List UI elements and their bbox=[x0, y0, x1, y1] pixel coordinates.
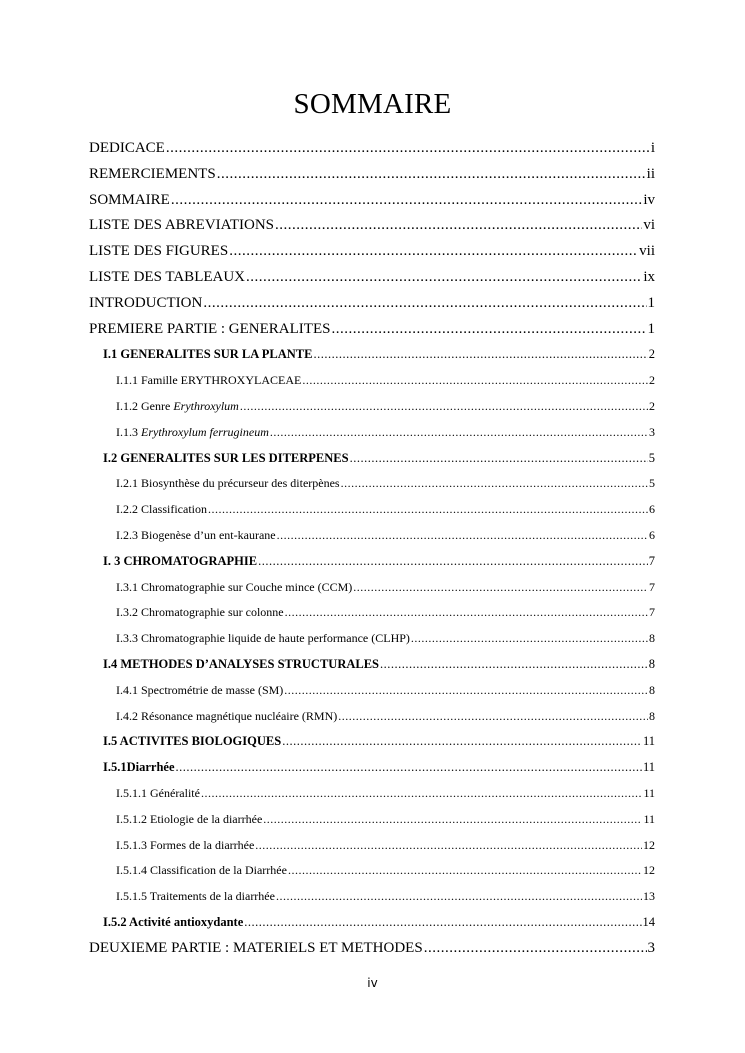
toc-entry-page: vi bbox=[643, 217, 655, 234]
toc-entry[interactable] bbox=[103, 552, 655, 570]
toc-entry-page: 8 bbox=[648, 657, 655, 671]
toc-entry-page: 3 bbox=[649, 424, 655, 439]
toc-entry-page: i bbox=[650, 140, 655, 156]
toc-entry-label: I.5.1Diarrhée bbox=[103, 760, 175, 775]
toc-dot-leader bbox=[341, 474, 648, 492]
toc-entry-label: I.5.1.4 Classification de la Diarrhée bbox=[116, 863, 287, 878]
toc-dot-leader bbox=[313, 345, 647, 363]
toc-entry-label: I. 3 CHROMATOGRAPHIE bbox=[103, 553, 258, 568]
toc-entry-label: I.5 ACTIVITES BIOLOGIQUES bbox=[103, 734, 282, 749]
toc-dot-leader bbox=[276, 887, 642, 905]
toc-entry[interactable] bbox=[116, 397, 655, 415]
toc-entry-page: 13 bbox=[643, 889, 655, 904]
toc-entry-label: I.2 GENERALITES SUR LES DITERPENES bbox=[103, 450, 349, 465]
page-title: SOMMAIRE bbox=[293, 88, 452, 120]
toc-entry[interactable] bbox=[116, 784, 655, 802]
toc-dot-leader bbox=[270, 423, 648, 441]
toc-entry[interactable] bbox=[103, 655, 655, 673]
toc-entry-label: DEDICACE bbox=[89, 140, 165, 156]
toc-entry-label: I.3.3 Chromatographie liquide de haute performance (CLHP) bbox=[116, 631, 410, 646]
toc-entry-page: 3 bbox=[647, 939, 655, 956]
toc-dot-leader bbox=[302, 371, 648, 389]
toc-entry[interactable] bbox=[116, 526, 655, 544]
toc-entry[interactable] bbox=[116, 603, 655, 621]
toc-entry[interactable] bbox=[116, 887, 655, 905]
toc-dot-leader bbox=[229, 242, 638, 260]
toc-entry-page: 7 bbox=[649, 605, 655, 620]
toc-entry-label: I.5.1.2 Etiologie de la diarrhée bbox=[116, 811, 263, 826]
toc-entry[interactable] bbox=[116, 836, 655, 854]
toc-entry-page: 1 bbox=[647, 294, 655, 311]
toc-entry-label: I.4 METHODES D’ANALYSES STRUCTURALES bbox=[103, 657, 379, 671]
toc-dot-leader bbox=[284, 681, 648, 699]
toc-entry[interactable] bbox=[116, 423, 655, 441]
toc-entry-page: 5 bbox=[649, 476, 655, 491]
toc-entry-page: 12 bbox=[643, 863, 655, 878]
toc-entry[interactable] bbox=[116, 707, 655, 725]
toc-entry-label: LISTE DES FIGURES bbox=[89, 243, 229, 260]
toc-entry[interactable] bbox=[103, 758, 655, 776]
toc-entry[interactable] bbox=[89, 139, 655, 157]
toc-entry-label: INTRODUCTION bbox=[89, 294, 203, 311]
toc-entry-page: 11 bbox=[643, 811, 655, 826]
toc-entry-label bbox=[116, 423, 269, 441]
toc-entry-page: 11 bbox=[643, 786, 655, 800]
toc-entry[interactable] bbox=[116, 861, 655, 879]
toc-entry-page: 2 bbox=[648, 347, 655, 362]
toc-entry-label: I.3.2 Chromatographie sur colonne bbox=[116, 605, 284, 620]
toc-entry-page: 7 bbox=[648, 553, 655, 568]
toc-entry-label: I.2.3 Biogenèse d’un ent-kaurane bbox=[116, 528, 276, 542]
toc-dot-leader bbox=[240, 397, 648, 415]
toc-dot-leader bbox=[353, 578, 648, 596]
toc-dot-leader bbox=[244, 913, 641, 931]
toc-entry[interactable] bbox=[89, 294, 655, 312]
toc-entry-page: 7 bbox=[649, 579, 655, 594]
toc-entry-page: iv bbox=[643, 191, 655, 208]
toc-entry[interactable] bbox=[89, 268, 655, 286]
toc-entry-label: REMERCIEMENTS bbox=[89, 165, 216, 182]
toc-entry-label-italic: Erythroxylum ferrugineum bbox=[141, 424, 269, 439]
toc-entry-page: 1 bbox=[647, 320, 655, 337]
toc-entry-label-prefix: I.1.2 Genre bbox=[116, 399, 174, 413]
toc-entry[interactable] bbox=[116, 474, 655, 492]
toc-entry[interactable] bbox=[103, 913, 655, 931]
toc-entry[interactable] bbox=[89, 165, 655, 183]
toc-dot-leader bbox=[350, 449, 648, 467]
toc-entry[interactable] bbox=[116, 629, 655, 647]
toc-entry-label: I.4.2 Résonance magnétique nucléaire (RMN) bbox=[116, 708, 338, 723]
toc-entry-page: 6 bbox=[649, 502, 655, 517]
toc-entry-label: PREMIERE PARTIE : GENERALITES bbox=[89, 320, 331, 337]
toc-entry-page: ii bbox=[646, 165, 655, 182]
toc-entry-page: ix bbox=[643, 269, 655, 285]
toc-dot-leader bbox=[217, 165, 646, 183]
toc-dot-leader bbox=[203, 294, 646, 312]
toc-entry[interactable] bbox=[89, 320, 655, 338]
toc-entry-label-italic: Erythroxylum bbox=[173, 399, 239, 413]
toc-entry-page: 8 bbox=[649, 708, 655, 723]
toc-entry-page: 11 bbox=[642, 734, 655, 749]
toc-entry[interactable] bbox=[89, 939, 655, 957]
toc-entry-label: I.5.2 Activité antioxydante bbox=[103, 915, 244, 929]
toc-entry-label: I.5.1.5 Traitements de la diarrhée bbox=[116, 889, 275, 904]
toc-entry[interactable] bbox=[116, 578, 655, 596]
toc-dot-leader bbox=[176, 758, 642, 776]
toc-entry-label: LISTE DES ABREVIATIONS bbox=[89, 217, 275, 234]
toc-entry[interactable] bbox=[103, 732, 655, 750]
toc-dot-leader bbox=[380, 655, 648, 673]
toc-dot-leader bbox=[331, 320, 646, 338]
toc-dot-leader bbox=[411, 629, 648, 647]
toc-entry[interactable] bbox=[116, 371, 655, 389]
toc-entry[interactable] bbox=[116, 810, 655, 828]
toc-entry-label: I.1 GENERALITES SUR LA PLANTE bbox=[103, 347, 313, 362]
toc-entry[interactable] bbox=[89, 191, 655, 209]
toc-entry[interactable] bbox=[89, 216, 655, 234]
toc-dot-leader bbox=[338, 707, 648, 725]
toc-entry-page: 6 bbox=[649, 528, 655, 542]
toc-entry-page: vii bbox=[639, 243, 655, 260]
toc-dot-leader bbox=[285, 603, 648, 621]
toc-entry-label: I.2.2 Classification bbox=[116, 502, 207, 517]
toc-entry-page: 12 bbox=[643, 837, 655, 852]
toc-entry[interactable] bbox=[116, 681, 655, 699]
toc-entry-label: I.4.1 Spectrométrie de masse (SM) bbox=[116, 682, 284, 697]
toc-entry-label: I.5.1.1 Généralité bbox=[116, 786, 200, 800]
toc-entry-label: I.3.1 Chromatographie sur Couche mince (CCM) bbox=[116, 579, 353, 594]
toc-entry-page: 8 bbox=[649, 682, 655, 697]
toc-entry-page: 2 bbox=[649, 373, 655, 388]
toc-entry-label: I.2.1 Biosynthèse du précurseur des diterpènes bbox=[116, 476, 340, 491]
page-number: iv bbox=[367, 976, 378, 990]
toc-dot-leader bbox=[424, 939, 647, 957]
toc-entry-label bbox=[116, 397, 239, 415]
toc-dot-leader bbox=[288, 861, 642, 879]
toc-entry-label: SOMMAIRE bbox=[89, 191, 170, 208]
toc-dot-leader bbox=[208, 500, 648, 518]
toc-dot-leader bbox=[246, 268, 642, 286]
toc-entry-label: LISTE DES TABLEAUX bbox=[89, 269, 246, 285]
toc-dot-leader bbox=[201, 784, 642, 802]
toc-entry[interactable] bbox=[103, 449, 655, 467]
toc-entry-label: I.1.1 Famille ERYTHROXYLACEAE bbox=[116, 373, 302, 388]
toc-entry-label: DEUXIEME PARTIE : MATERIELS ET METHODES bbox=[89, 939, 423, 956]
toc-entry-page: 2 bbox=[649, 399, 655, 413]
toc-entry-page: 14 bbox=[642, 915, 655, 929]
toc-entry-page: 5 bbox=[648, 450, 655, 465]
toc-dot-leader bbox=[171, 191, 642, 209]
toc-entry[interactable] bbox=[89, 242, 655, 260]
toc-dot-leader bbox=[277, 526, 648, 544]
toc-dot-leader bbox=[258, 552, 648, 570]
toc-dot-leader bbox=[166, 139, 650, 157]
toc-dot-leader bbox=[275, 216, 642, 234]
toc-entry[interactable] bbox=[116, 500, 655, 518]
toc-entry-label-prefix: I.1.3 bbox=[116, 424, 141, 439]
toc-dot-leader bbox=[263, 810, 642, 828]
toc-entry-page: 11 bbox=[642, 760, 655, 775]
toc-entry-page: 8 bbox=[649, 631, 655, 646]
toc-dot-leader bbox=[255, 836, 642, 854]
toc-entry-label: I.5.1.3 Formes de la diarrhée bbox=[116, 837, 255, 852]
toc-entry[interactable] bbox=[103, 345, 655, 363]
toc-dot-leader bbox=[282, 732, 642, 750]
